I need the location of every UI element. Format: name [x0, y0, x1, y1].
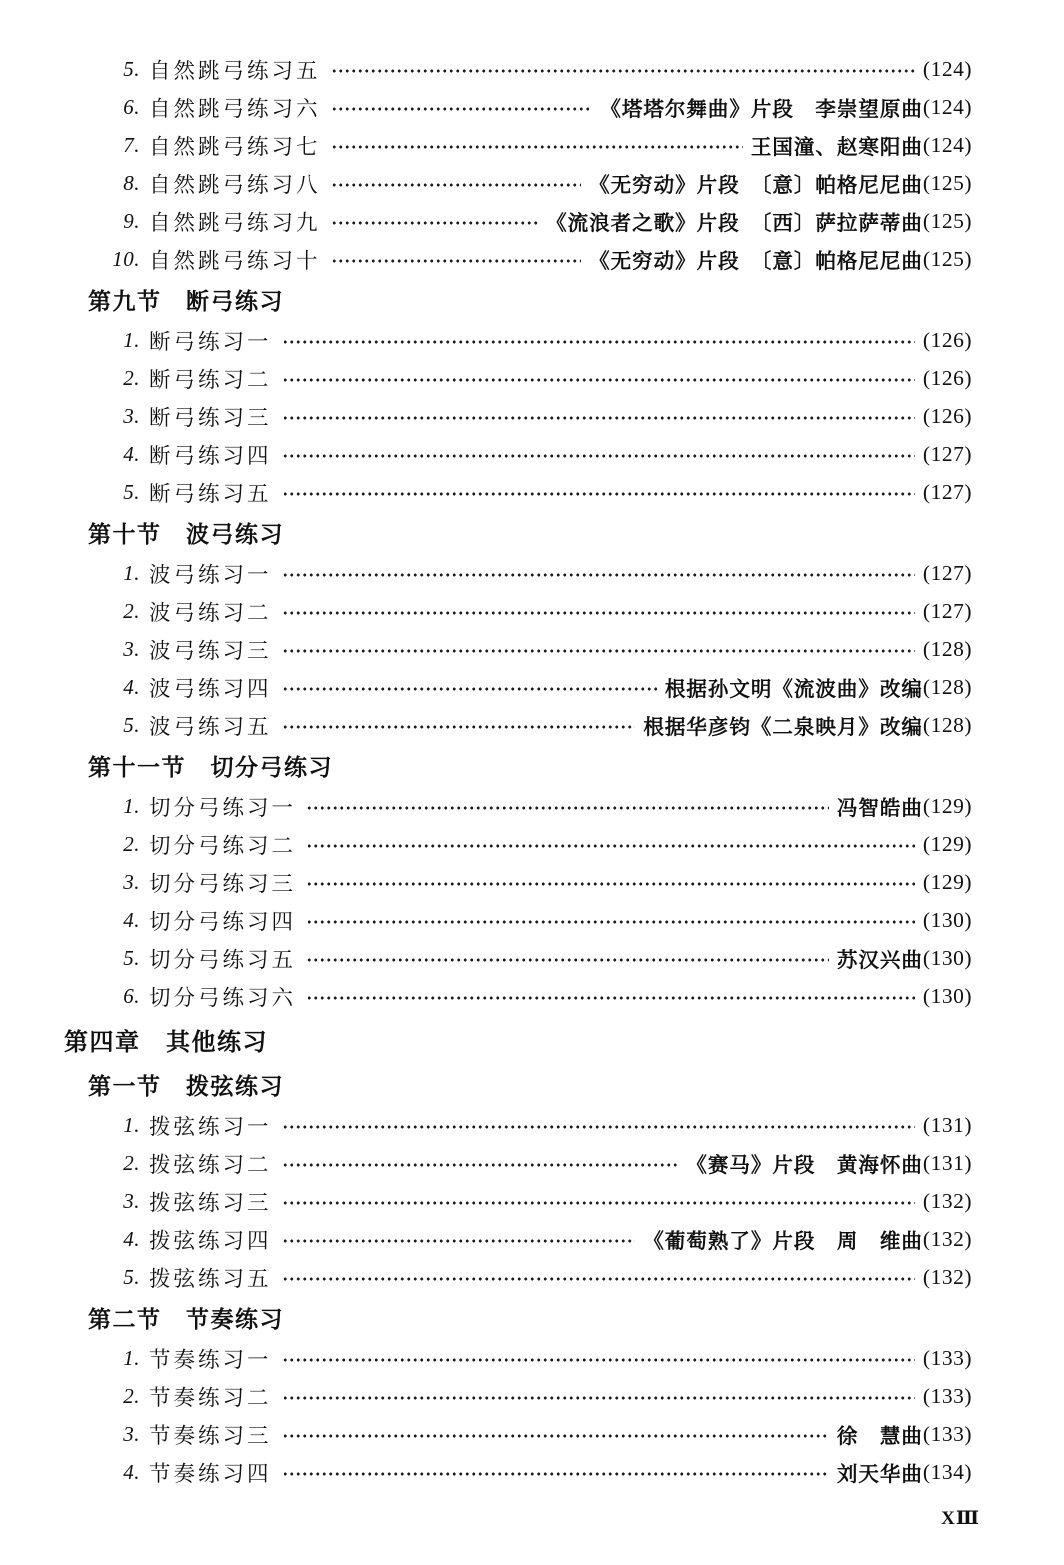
dot-leader	[331, 142, 743, 152]
dot-leader	[282, 413, 915, 423]
item-title: 拨弦练习五	[149, 1266, 272, 1291]
dot-leader	[282, 337, 915, 347]
item-title: 拨弦练习三	[149, 1190, 272, 1215]
item-page-number: (127)	[922, 598, 972, 623]
item-page-number: (127)	[922, 479, 972, 504]
item-page-number: (128)	[922, 636, 972, 661]
toc-item-row	[0, 825, 1064, 863]
item-page-number: (129)	[922, 831, 972, 856]
item-page-number: (133)	[922, 1345, 972, 1370]
item-annotation: 《塔塔尔舞曲》片段 李崇望原曲	[600, 99, 923, 121]
toc-item-row	[0, 240, 1064, 278]
toc-section-header	[88, 744, 1064, 787]
item-title: 切分弓练习五	[149, 947, 297, 972]
item-title: 自然跳弓练习七	[149, 134, 321, 159]
item-title: 节奏练习二	[149, 1385, 272, 1410]
dot-leader	[282, 1431, 829, 1441]
item-number: 4.	[123, 1459, 140, 1484]
item-title: 断弓练习四	[149, 443, 272, 468]
item-title: 切分弓练习六	[149, 985, 297, 1010]
toc-item-row	[0, 88, 1064, 126]
item-title: 自然跳弓练习八	[149, 172, 321, 197]
item-page-number: (131)	[922, 1150, 972, 1175]
item-title: 切分弓练习三	[149, 871, 297, 896]
item-title: 波弓练习五	[149, 714, 272, 739]
dot-leader	[282, 1469, 829, 1479]
toc-section-header	[88, 511, 1064, 554]
item-title: 自然跳弓练习六	[149, 96, 321, 121]
item-title: 断弓练习一	[149, 329, 272, 354]
dot-leader	[306, 993, 915, 1003]
item-number: 4.	[123, 674, 140, 699]
item-number: 2.	[123, 365, 140, 390]
item-number: 5.	[123, 479, 140, 504]
dot-leader	[282, 375, 915, 385]
chapter-title: 第四章 其他练习	[64, 1029, 268, 1056]
toc-item-row	[0, 321, 1064, 359]
toc-item-row	[0, 1453, 1064, 1491]
dot-leader	[306, 803, 829, 813]
dot-leader	[306, 917, 915, 927]
toc-item-row	[0, 787, 1064, 825]
item-annotation: 《葡萄熟了》片段 周 维曲	[643, 1231, 923, 1253]
section-title: 第十节 波弓练习	[88, 522, 284, 547]
toc-item-row	[0, 435, 1064, 473]
item-page-number: (130)	[922, 945, 972, 970]
item-title: 自然跳弓练习十	[149, 248, 321, 273]
toc-item-row	[0, 939, 1064, 977]
toc-item-row	[0, 1144, 1064, 1182]
dot-leader	[282, 684, 657, 694]
item-page-number: (132)	[922, 1226, 972, 1251]
item-page-number: (133)	[922, 1421, 972, 1446]
item-number: 2.	[123, 1383, 140, 1408]
toc-item-row	[0, 1415, 1064, 1453]
item-number: 4.	[123, 907, 140, 932]
item-number: 2.	[123, 831, 140, 856]
section-title: 第十一节 切分弓练习	[88, 755, 333, 780]
dot-leader	[282, 1122, 915, 1132]
toc-section-header	[88, 1063, 1064, 1106]
toc-item-row	[0, 863, 1064, 901]
toc-chapter-header	[64, 1015, 1064, 1063]
item-page-number: (132)	[922, 1264, 972, 1289]
toc-item-row	[0, 1182, 1064, 1220]
item-number: 2.	[123, 1150, 140, 1175]
dot-leader	[331, 104, 593, 114]
toc-item-row	[0, 1220, 1064, 1258]
item-page-number: (126)	[922, 365, 972, 390]
item-page-number: (128)	[922, 674, 972, 699]
item-number: 3.	[123, 403, 140, 428]
dot-leader	[306, 841, 915, 851]
item-page-number: (132)	[922, 1188, 972, 1213]
dot-leader	[331, 256, 582, 266]
item-number: 3.	[123, 869, 140, 894]
item-annotation: 《无穷动》片段 〔意〕帕格尼尼曲	[589, 175, 923, 197]
item-title: 拨弦练习一	[149, 1114, 272, 1139]
toc-item-row	[0, 397, 1064, 435]
dot-leader	[282, 1355, 915, 1365]
dot-leader	[331, 218, 539, 228]
item-page-number: (131)	[922, 1112, 972, 1137]
toc-item-row	[0, 1258, 1064, 1296]
toc-section-header	[88, 278, 1064, 321]
item-title: 节奏练习三	[149, 1423, 272, 1448]
item-page-number: (126)	[922, 327, 972, 352]
toc-item-row	[0, 359, 1064, 397]
section-title: 第九节 断弓练习	[88, 289, 284, 314]
item-number: 4.	[123, 1226, 140, 1251]
item-annotation: 根据华彦钧《二泉映月》改编	[643, 717, 923, 739]
item-number: 7.	[123, 132, 140, 157]
item-annotation: 王国潼、赵寒阳曲	[750, 137, 923, 159]
item-annotation: 苏汉兴曲	[836, 950, 923, 972]
item-page-number: (126)	[922, 403, 972, 428]
item-annotation: 根据孙文明《流波曲》改编	[664, 679, 923, 701]
item-number: 5.	[123, 56, 140, 81]
item-title: 切分弓练习二	[149, 833, 297, 858]
item-page-number: (133)	[922, 1383, 972, 1408]
item-title: 自然跳弓练习五	[149, 58, 321, 83]
item-number: 5.	[123, 945, 140, 970]
section-title: 第二节 节奏练习	[88, 1307, 284, 1332]
item-annotation: 刘天华曲	[836, 1464, 923, 1486]
dot-leader	[282, 1236, 636, 1246]
item-number: 3.	[123, 1188, 140, 1213]
item-number: 5.	[123, 712, 140, 737]
item-page-number: (127)	[922, 441, 972, 466]
dot-leader	[282, 722, 636, 732]
item-page-number: (129)	[922, 793, 972, 818]
page-number-footer: XⅢ	[941, 1508, 980, 1529]
item-title: 断弓练习二	[149, 367, 272, 392]
toc-item-row	[0, 554, 1064, 592]
item-number: 9.	[123, 208, 140, 233]
toc-item-row	[0, 901, 1064, 939]
dot-leader	[331, 180, 582, 190]
toc-item-row	[0, 1339, 1064, 1377]
item-page-number: (128)	[922, 712, 972, 737]
toc-item-row	[0, 164, 1064, 202]
item-number: 2.	[123, 598, 140, 623]
dot-leader	[282, 1198, 915, 1208]
item-title: 切分弓练习四	[149, 909, 297, 934]
dot-leader	[282, 646, 915, 656]
item-title: 节奏练习四	[149, 1461, 272, 1486]
item-number: 1.	[123, 327, 140, 352]
item-page-number: (124)	[922, 132, 972, 157]
toc-section-header	[88, 1296, 1064, 1339]
toc-item-row	[0, 706, 1064, 744]
item-annotation: 冯智皓曲	[836, 798, 923, 820]
toc-item-row	[0, 126, 1064, 164]
item-title: 拨弦练习二	[149, 1152, 272, 1177]
item-page-number: (125)	[922, 170, 972, 195]
toc-item-row	[0, 202, 1064, 240]
toc-item-row	[0, 1377, 1064, 1415]
item-number: 1.	[123, 1112, 140, 1137]
item-number: 1.	[123, 1345, 140, 1370]
toc-item-row	[0, 1106, 1064, 1144]
item-title: 切分弓练习一	[149, 795, 297, 820]
item-number: 6.	[123, 983, 140, 1008]
item-title: 断弓练习五	[149, 481, 272, 506]
item-page-number: (129)	[922, 869, 972, 894]
toc-item-row	[0, 592, 1064, 630]
item-annotation: 《赛马》片段 黄海怀曲	[686, 1155, 923, 1177]
item-title: 断弓练习三	[149, 405, 272, 430]
toc-item-row	[0, 50, 1064, 88]
item-number: 3.	[123, 1421, 140, 1446]
toc-item-row	[0, 473, 1064, 511]
dot-leader	[282, 451, 915, 461]
dot-leader	[331, 66, 915, 76]
item-title: 节奏练习一	[149, 1347, 272, 1372]
item-title: 波弓练习二	[149, 600, 272, 625]
dot-leader	[306, 879, 915, 889]
toc-item-row	[0, 630, 1064, 668]
item-page-number: (124)	[922, 56, 972, 81]
dot-leader	[306, 955, 829, 965]
item-number: 3.	[123, 636, 140, 661]
section-title: 第一节 拨弦练习	[88, 1074, 284, 1099]
item-page-number: (130)	[922, 907, 972, 932]
item-number: 1.	[123, 560, 140, 585]
item-page-number: (127)	[922, 560, 972, 585]
item-page-number: (124)	[922, 94, 972, 119]
item-title: 波弓练习三	[149, 638, 272, 663]
item-title: 波弓练习四	[149, 676, 272, 701]
item-page-number: (134)	[922, 1459, 972, 1484]
item-page-number: (130)	[922, 983, 972, 1008]
item-number: 4.	[123, 441, 140, 466]
toc-item-row	[0, 977, 1064, 1015]
dot-leader	[282, 489, 915, 499]
item-number: 1.	[123, 793, 140, 818]
item-title: 拨弦练习四	[149, 1228, 272, 1253]
item-page-number: (125)	[922, 208, 972, 233]
dot-leader	[282, 1393, 915, 1403]
item-number: 8.	[123, 170, 140, 195]
item-title: 自然跳弓练习九	[149, 210, 321, 235]
item-number: 6.	[123, 94, 140, 119]
toc-item-row	[0, 668, 1064, 706]
item-page-number: (125)	[922, 246, 972, 271]
dot-leader	[282, 570, 915, 580]
item-number: 10.	[112, 246, 140, 271]
item-annotation: 《无穷动》片段 〔意〕帕格尼尼曲	[589, 251, 923, 273]
item-annotation: 徐 慧曲	[836, 1426, 923, 1448]
item-annotation: 《流浪者之歌》片段 〔西〕萨拉萨蒂曲	[546, 213, 923, 235]
item-number: 5.	[123, 1264, 140, 1289]
dot-leader	[282, 1274, 915, 1284]
item-title: 波弓练习一	[149, 562, 272, 587]
dot-leader	[282, 608, 915, 618]
dot-leader	[282, 1160, 679, 1170]
